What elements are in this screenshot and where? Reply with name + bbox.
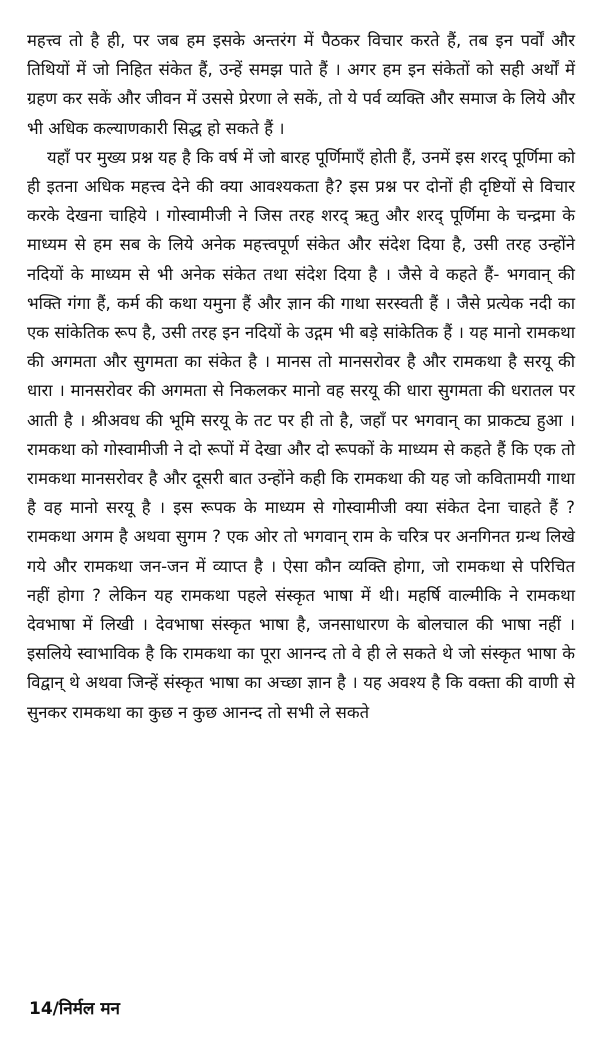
paragraph-2: यहाँ पर मुख्य प्रश्न यह है कि वर्ष में जो बारह पूर्णिमाएँ होती हैं, उनमें इस शरद् पूर्णिमा को ही इतना अधिक महत्त्व देने की क्या आवश्यकता है? इस प्रश्न पर दोनों ही दृष्टियों से विचार करके देखना चाहिये । गोस्वामीजी ने जिस तरह शरद् ऋतु और शरद् पूर्णिमा के चन्द्रमा के माध्यम से हम सब के लिये अनेक महत्त्वपूर्ण संकेत और संदेश दिया है, उसी तरह उन्होंने नदियों के माध्यम से भी अनेक संकेत तथा संदेश दिया है । जैसे वे कहते हैं- भगवान् की भक्ति गंगा हैं, कर्म की कथा यमुना हैं और ज्ञान की गाथा सरस्वती हैं । जैसे प्रत्येक नदी का एक सांकेतिक रूप है, उसी तरह इन नदियों के उद्गम भी बड़े सांकेतिक हैं । यह मानो रामकथा की अगमता और सुगमता का संकेत है । मानस तो मानसरोवर है और रामकथा है सरयू की धारा । मानसरोवर की अगमता से निकलकर मानो वह सरयू की धारा सुगमता की धरातल पर आती है । श्रीअवध की भूमि सरयू के तट पर ही तो है, जहाँ पर भगवान् का प्राकट्य हुआ । रामकथा को गोस्वामीजी ने दो रूपों में देखा और दो रूपकों के माध्यम से कहते हैं कि एक तो रामकथा मानसरोवर है और दूसरी बात उन्होंने कही कि रामकथा की यह जो कवितामयी गाथा है वह मानो सरयू है । इस रूपक के माध्यम से गोस्वामीजी क्या संकेत देना चाहते हैं ? रामकथा अगम है अथवा सुगम ? एक ओर तो भगवान् राम के चरित्र पर अनगिनत ग्रन्थ लिखे गये और रामकथा जन-जन में व्याप्त है । ऐसा कौन व्यक्ति होगा, जो रामकथा से परिचित नहीं होगा ? लेकिन यह रामकथा पहले संस्कृत भाषा में थी। महर्षि वाल्मीकि ने रामकथा देवभाषा में लिखी । देवभाषा संस्कृत भाषा है, जनसाधारण के बोलचाल की भाषा नहीं । इसलिये स्वाभाविक है कि रामकथा का पूरा आनन्द तो वे ही ले सकते थे जो संस्कृत भाषा के विद्वान् थे अथवा जिन्हें संस्कृत भाषा का अच्छा ज्ञान है । यह अवश्य है कि वक्ता की वाणी से सुनकर रामकथा का कुछ न कुछ आनन्द तो सभी ले सकते xyxy=(27,147,576,722)
page-footer: 14/निर्मल मन xyxy=(29,999,120,1019)
page-body xyxy=(27,26,575,727)
paragraph-1: महत्त्व तो है ही, पर जब हम इसके अन्तरंग में पैठकर विचार करते हैं, तब इन पर्वों और तिथियों में जो निहित संकेत हैं, उन्हें समझ पाते हैं । अगर हम इन संकेतों को सही अर्थों में ग्रहण कर सकें और जीवन में उससे प्रेरणा ले सकें, तो ये पर्व व्यक्ति और समाज के लिये और भी अधिक कल्याणकारी सिद्ध हो सकते हैं । xyxy=(27,31,575,138)
